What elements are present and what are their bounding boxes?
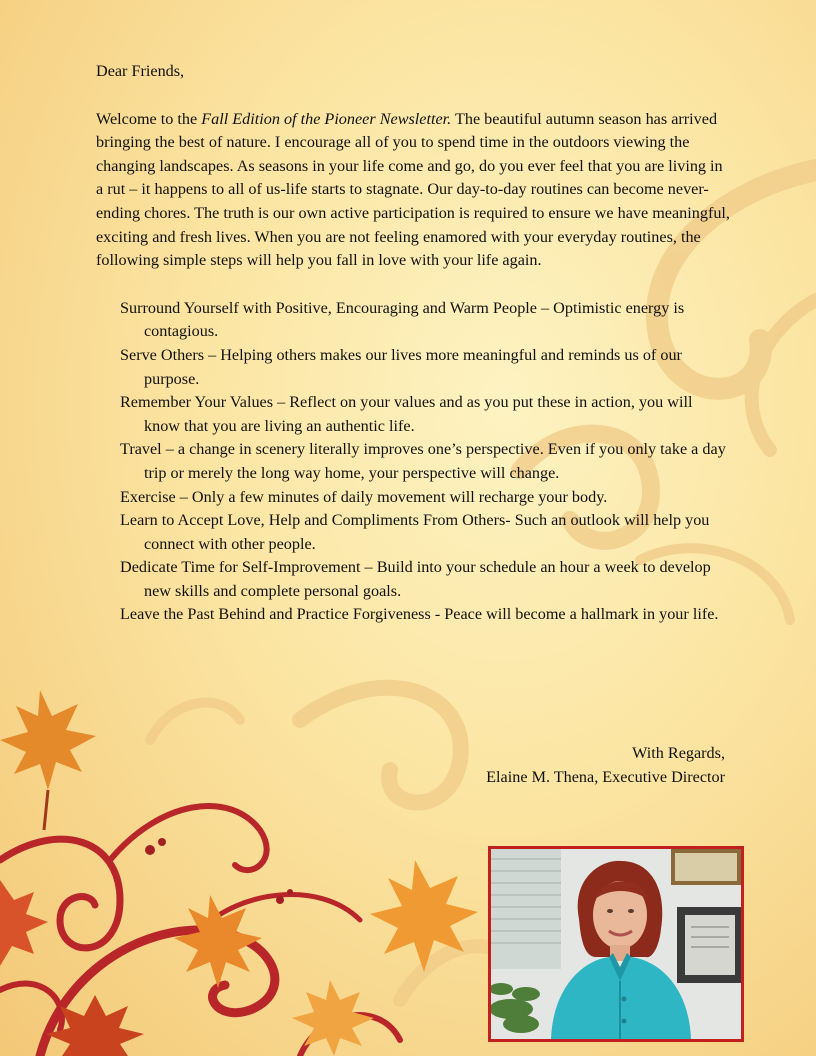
intro-rest: The beautiful autumn season has arrived bringing the best of nature. I encourage all of you to spend time in the outdoors viewing the changing landscapes. As seasons in your life come and go, do you ever feel that you are living in a rut – it happens to all of us-life starts to stagnate. Our day-to-day routines can become never-ending chores. The truth is our own active participation is required to ensure we have meaningful, exciting and fresh lives. When you are not feeling enamored with your everyday routines, the following simple steps will help you fall in love with your life again. — [96, 109, 730, 270]
steps-list — [96, 297, 732, 627]
list-item: Dedicate Time for Self-Improvement – Build into your schedule an hour a week to develop new skills and complete personal goals. — [120, 558, 711, 600]
closing: With Regards, — [632, 744, 725, 762]
list-item: Leave the Past Behind and Practice Forgiveness - Peace will become a hallmark in your life. — [120, 605, 719, 624]
list-item: Travel – a change in scenery literally improves one’s perspective. Even if you only take a day trip or merely the long way home, your perspective will change. — [120, 440, 726, 482]
maple-leaf-icon — [0, 880, 48, 966]
greeting: Dear Friends, — [96, 62, 185, 80]
signoff — [486, 741, 725, 789]
letter-body — [96, 60, 732, 627]
list-item: Surround Yourself with Positive, Encouraging and Warm People – Optimistic energy is contagious. — [120, 298, 685, 341]
list-item: Learn to Accept Love, Help and Compliments From Others- Such an outlook will help you connect with other people. — [120, 511, 710, 553]
list-item: Remember Your Values – Reflect on your values and as you put these in action, you will know that you are living an authentic life. — [120, 393, 693, 435]
maple-leaf-icon — [174, 895, 262, 988]
list-item: Exercise – Only a few minutes of daily movement will recharge your body. — [120, 487, 608, 506]
list-item: Serve Others – Helping others makes our lives more meaningful and reminds us of our purpose. — [120, 345, 682, 388]
director-photo — [488, 846, 744, 1042]
intro-start: Welcome to the — [96, 109, 202, 128]
signature: Elaine M. Thena, Executive Director — [486, 768, 725, 786]
portrait-image — [491, 849, 741, 1039]
newsletter-title: Fall Edition of the Pioneer Newsletter. — [201, 109, 452, 128]
maple-leaf-icon — [0, 690, 96, 830]
intro-paragraph — [96, 108, 732, 273]
